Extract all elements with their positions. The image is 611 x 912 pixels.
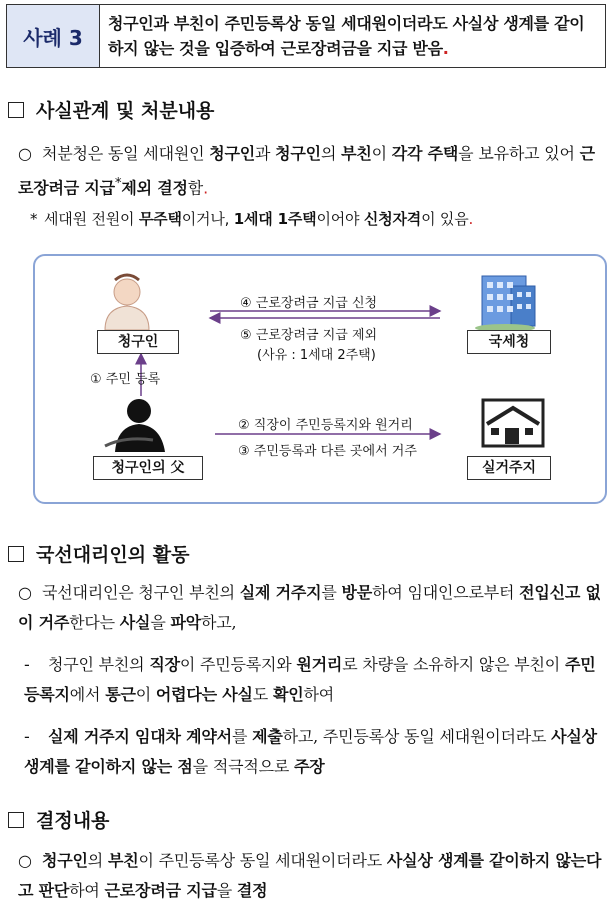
text-emphasis: 방문: [341, 583, 373, 602]
text-emphasis: 주장: [293, 757, 325, 776]
case-summary-text: 청구인과 부친이 주민등록상 동일 세대원이더라도 사실상 생계를 같이하지 않는 것을 입증하여 근로장려금을 지급 받음: [108, 14, 585, 58]
text-emphasis: 제외 결정: [121, 178, 188, 198]
node-tax-office: 국세청: [467, 330, 551, 354]
case-summary: [100, 5, 605, 67]
text-emphasis: 통근: [105, 685, 136, 704]
text-emphasis: 사실상 생계를 같이하지 않는 점: [24, 727, 597, 776]
text-emphasis: 사실상 생계를 같이하지 않는다고 판단: [18, 851, 602, 900]
activity-paragraph-1: [18, 578, 604, 638]
text-segment: 함: [187, 178, 204, 198]
circle-bullet: ○: [18, 583, 32, 602]
text-segment: 의: [87, 851, 108, 870]
text-segment: 과: [255, 144, 276, 163]
text-emphasis: 사실: [119, 613, 151, 632]
text-segment: 이: [135, 685, 156, 704]
text-segment: 를: [231, 727, 253, 746]
text-emphasis: 직장: [149, 655, 180, 674]
decision-paragraph: [18, 846, 604, 906]
case-label: 사례 3: [7, 5, 100, 67]
text-emphasis: 1세대 1주택: [233, 210, 317, 228]
note-mark: *: [30, 210, 38, 228]
relationship-diagram: [33, 254, 607, 504]
footnote-mark: *: [114, 176, 122, 191]
text-segment: 이 있음: [421, 210, 469, 228]
text-segment: 에서: [69, 685, 106, 704]
section-title-activity: [8, 540, 189, 567]
text-segment: 청구인 부친의: [48, 655, 150, 674]
text-emphasis: 청구인: [42, 851, 88, 870]
text-segment: 하여 임대인으로부터: [372, 583, 520, 602]
label-application: ④ 근로장려금 지급 신청: [240, 296, 378, 311]
text-segment: .: [203, 178, 208, 198]
dash-bullet: -: [24, 727, 30, 746]
label-actual-residence: ③ 주민등록과 다른 곳에서 거주: [238, 444, 417, 459]
text-segment: 이 주민등록지와: [179, 655, 297, 674]
text-segment: 하고,: [200, 613, 237, 632]
section-title-decision: [8, 806, 109, 833]
text-emphasis: 부친: [341, 144, 372, 163]
text-segment: 이 주민등록상 동일 세대원이더라도: [138, 851, 387, 870]
text-segment: 를: [321, 583, 342, 602]
text-segment: 을 보유: [458, 144, 509, 163]
text-emphasis: 무주택: [138, 210, 182, 228]
label-exclusion-reason: (사유 : 1세대 2주택): [257, 348, 376, 363]
house-icon: [483, 400, 543, 446]
square-bullet-icon: [8, 546, 24, 562]
text-emphasis: 부친: [107, 851, 139, 870]
dash-bullet: -: [24, 655, 30, 674]
text-emphasis: 근로장려금 지급: [18, 144, 595, 198]
text-emphasis: 실제 거주지: [239, 583, 322, 602]
text-emphasis: 각각 주택: [391, 144, 459, 163]
section-title-facts: [8, 96, 214, 123]
text-emphasis: 실제 거주지 임대차 계약서: [48, 727, 232, 746]
activity-paragraph-2: [24, 650, 604, 710]
node-claimant: 청구인: [97, 330, 179, 354]
text-segment: 의: [320, 144, 342, 163]
text-segment: 이어야: [316, 210, 364, 228]
text-segment: 이: [371, 144, 392, 163]
text-emphasis: 청구인: [209, 144, 255, 163]
text-segment: 세대원 전원이: [44, 210, 139, 228]
text-emphasis: 확인: [272, 685, 304, 704]
circle-bullet: ○: [18, 851, 32, 870]
circle-bullet: ○: [18, 144, 32, 163]
text-emphasis: 원거리: [296, 655, 343, 674]
text-emphasis: 신청자격: [363, 210, 422, 228]
node-father: 청구인의 父: [93, 456, 203, 480]
activity-paragraph-3: [24, 722, 604, 782]
building-icon: [475, 276, 535, 332]
square-bullet-icon: [8, 812, 24, 828]
section-title-text: 사실관계 및 처분내용: [36, 100, 215, 122]
text-segment: 처분청은 동일 세대원인: [42, 144, 210, 163]
text-segment: 로 차량을 소유하지 않은 부친이: [342, 655, 565, 674]
text-segment: 국선대리인은 청구인 부친의: [42, 583, 240, 602]
text-emphasis: 어렵다는 사실: [155, 685, 253, 704]
text-emphasis: 제출: [252, 727, 283, 746]
text-emphasis: 근로장려금 지급: [104, 881, 217, 900]
text-segment: 한다는: [69, 613, 120, 632]
text-segment: 하고 있어: [508, 144, 580, 163]
text-segment: 이거나,: [181, 210, 234, 228]
text-segment: 을: [150, 613, 171, 632]
case-header: [6, 4, 606, 68]
text-segment: 도: [252, 685, 273, 704]
text-segment: .: [468, 210, 474, 228]
square-bullet-icon: [8, 102, 24, 118]
text-emphasis: 결정: [236, 881, 268, 900]
label-registration: ① 주민 등록: [90, 372, 161, 387]
text-emphasis: 전입신고 없이 거주: [18, 583, 601, 632]
facts-note: [30, 204, 604, 234]
text-emphasis: 파악: [170, 613, 201, 632]
label-workplace-distance: ② 직장이 주민등록지와 원거리: [238, 418, 413, 433]
node-residence: 실거주지: [467, 456, 551, 480]
label-exclusion: ⑤ 근로장려금 지급 제외: [240, 328, 378, 343]
facts-paragraph: [18, 139, 604, 203]
person-silhouette-icon: [105, 399, 165, 452]
section-title-text: 결정내용: [36, 810, 110, 832]
section-title-text: 국선대리인의 활동: [36, 544, 190, 566]
case-summary-period: .: [442, 39, 449, 58]
text-segment: 하여: [69, 881, 105, 900]
text-emphasis: 주민등록지: [24, 655, 596, 704]
text-segment: 을: [216, 881, 237, 900]
text-segment: 하여: [303, 685, 334, 704]
text-segment: 하고, 주민등록상 동일 세대원이더라도: [282, 727, 552, 746]
person-icon: [105, 275, 149, 330]
text-emphasis: 청구인: [275, 144, 321, 163]
text-segment: 을 적극적으로: [192, 757, 294, 776]
